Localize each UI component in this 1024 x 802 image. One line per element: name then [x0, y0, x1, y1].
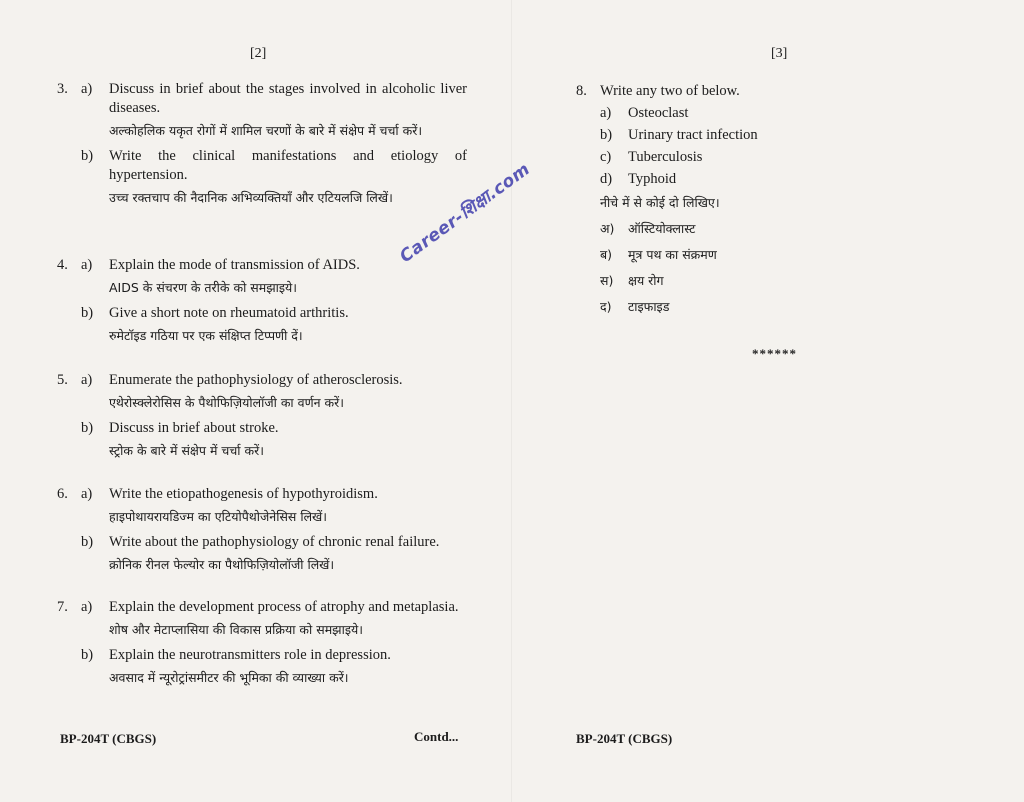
question-text-hi: शोष और मेटाप्लासिया की विकास प्रक्रिया को समझाइये। — [109, 622, 363, 637]
option-label: b) — [600, 127, 613, 143]
option-label-hi: ब) — [600, 247, 613, 262]
question-text-en: Discuss in brief about stroke. — [109, 420, 279, 436]
question-prompt-hi: नीचे में से कोई दो लिखिए। — [600, 195, 720, 210]
option-item-hi — [600, 216, 836, 242]
option-item — [600, 102, 836, 124]
question-prompt-en: Write any two of below. — [600, 83, 740, 99]
question-text-hi: उच्च रक्तचाप की नैदानिक अभिव्यक्तियाँ और एटियलजि लिखें। — [109, 190, 393, 205]
option-label: d) — [600, 171, 613, 187]
question-number: 3. — [57, 81, 68, 97]
part-label: b) — [81, 534, 94, 550]
question-text-en: Write the etiopathogenesis of hypothyroidism. — [109, 486, 378, 502]
question-text-hi: अवसाद में न्यूरोट्रांसमीटर की भूमिका की व्याख्या करें। — [109, 670, 349, 685]
option-text: Typhoid — [628, 171, 677, 187]
option-item — [600, 146, 836, 168]
question-text-en: Give a short note on rheumatoid arthritis. — [109, 305, 349, 321]
part-label: a) — [81, 81, 93, 97]
option-text-hi: क्षय रोग — [628, 273, 664, 288]
left-footer-contd: Contd... — [414, 729, 459, 744]
option-item-hi — [600, 268, 836, 294]
question-text-en: Explain the neurotransmitters role in depression. — [109, 647, 391, 663]
option-label: c) — [600, 149, 612, 165]
question-6 — [57, 485, 467, 575]
watermark: Career-शिक्षा.com — [396, 159, 535, 267]
question-text-hi: क्रोनिक रीनल फेल्योर का पैथोफिज़ियोलॉजी लिखें। — [109, 557, 335, 572]
option-text: Urinary tract infection — [628, 127, 758, 143]
option-label: a) — [600, 105, 612, 121]
question-number: 8. — [576, 83, 587, 99]
question-text-hi: हाइपोथायरायडिज्म का एटियोपैथोजेनेसिस लिखें। — [109, 509, 328, 524]
question-prompt-hi-row — [600, 190, 836, 216]
question-number: 7. — [57, 599, 68, 615]
question-text-hi: रुमेटॉइड गठिया पर एक संक्षिप्त टिप्पणी दें। — [109, 328, 303, 343]
left-footer-code: BP-204T (CBGS) — [60, 731, 157, 746]
part-label: a) — [81, 599, 93, 615]
option-text: Osteoclast — [628, 105, 689, 121]
question-7 — [57, 598, 467, 688]
option-text: Tuberculosis — [628, 149, 703, 165]
part-label: a) — [81, 372, 93, 388]
question-text-hi: AIDS के संचरण के तरीके को समझाइये। — [109, 280, 298, 295]
question-number: 5. — [57, 372, 68, 388]
option-text-hi: टाइफाइड — [628, 299, 670, 314]
question-text-en: Write the clinical manifestations and etiology of hypertension. — [109, 148, 467, 183]
question-number: 4. — [57, 257, 68, 273]
option-item-hi — [600, 294, 836, 320]
part-label: a) — [81, 486, 93, 502]
option-label-hi: स) — [600, 273, 614, 288]
option-text-hi: मूत्र पथ का संक्रमण — [628, 247, 717, 262]
option-label-hi: द) — [600, 299, 612, 314]
option-item — [600, 124, 836, 146]
option-text-hi: ऑस्टियोक्लास्ट — [628, 221, 696, 236]
part-label: b) — [81, 647, 94, 663]
question-text-hi: अल्कोहलिक यकृत रोगों में शामिल चरणों के बारे में संक्षेप में चर्चा करें। — [109, 123, 423, 138]
part-label: b) — [81, 305, 94, 321]
question-8 — [576, 80, 836, 320]
option-item-hi — [600, 242, 836, 268]
question-5 — [57, 371, 467, 461]
question-3 — [57, 80, 467, 208]
question-text-en: Explain the development process of atrophy and metaplasia. — [109, 599, 459, 615]
question-number: 6. — [57, 486, 68, 502]
end-marker: ****** — [752, 346, 797, 361]
question-text-en: Enumerate the pathophysiology of atherosclerosis. — [109, 372, 403, 388]
part-label: b) — [81, 148, 94, 164]
left-page-number: [2] — [250, 46, 267, 61]
part-label: b) — [81, 420, 94, 436]
question-4 — [57, 256, 467, 346]
right-footer-code: BP-204T (CBGS) — [576, 731, 673, 746]
option-item — [600, 168, 836, 190]
part-label: a) — [81, 257, 93, 273]
question-text-hi: स्ट्रोक के बारे में संक्षेप में चर्चा करें। — [109, 443, 264, 458]
question-text-en: Explain the mode of transmission of AIDS. — [109, 257, 360, 273]
right-page-number: [3] — [771, 46, 788, 61]
question-text-en: Discuss in brief about the stages involved in alcoholic liver diseases. — [109, 81, 467, 116]
question-text-en: Write about the pathophysiology of chronic renal failure. — [109, 534, 440, 550]
option-label-hi: अ) — [600, 221, 615, 236]
question-text-hi: एथेरोस्क्लेरोसिस के पैथोफिज़ियोलॉजी का वर्णन करें। — [109, 395, 344, 410]
